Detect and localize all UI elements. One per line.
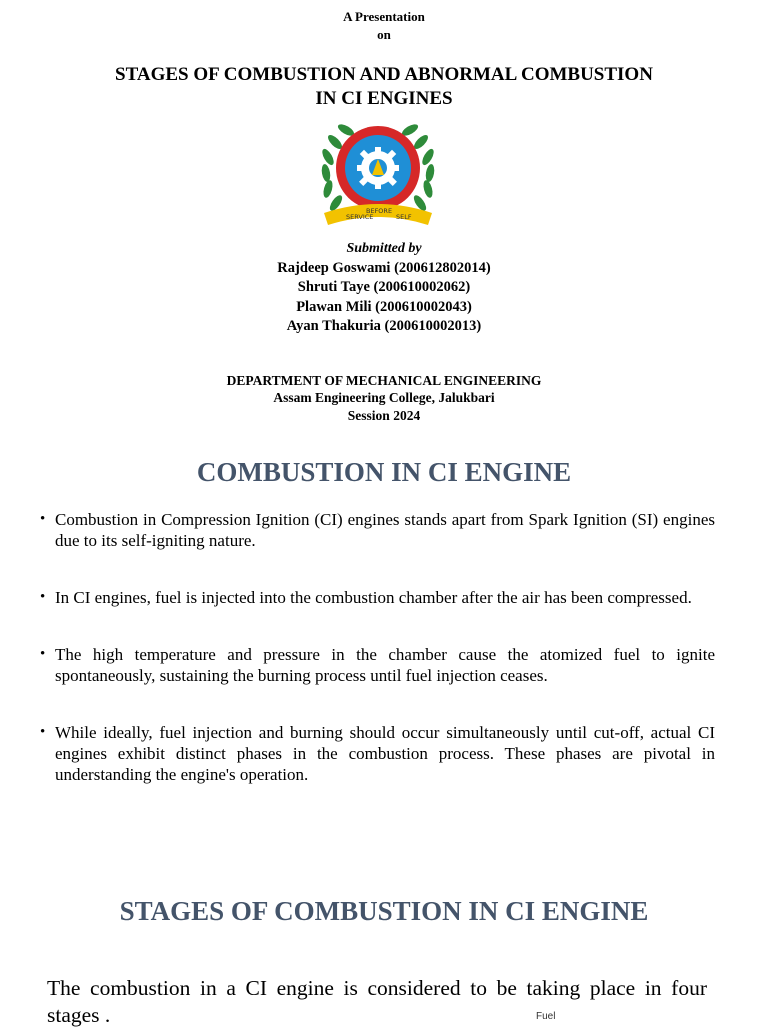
stages-intro-text: The combustion in a CI engine is considered to be taking place in four stages . <box>47 976 707 1027</box>
submitted-by-label: Submitted by <box>346 241 422 256</box>
college-logo <box>316 113 440 235</box>
bullet-item: • While ideally, fuel injection and burning should occur simultaneously until cut-off, actual CI engines exhibit distinct phases in the combustion process. These phases are pivotal in understanding the engine's operation. <box>40 723 715 784</box>
bullet-icon: • <box>40 589 46 605</box>
section-heading-stages: STAGES OF COMBUSTION IN CI ENGINE <box>119 896 649 926</box>
bullet-icon: • <box>40 511 46 527</box>
bullet-item: • The high temperature and pressure in the chamber cause the atomized fuel to ignite spontaneously, sustaining the burning process until fuel injection ceases. <box>40 645 715 685</box>
college-name: Assam Engineering College, Jalukbari <box>273 390 495 406</box>
member-list <box>0 259 768 336</box>
title-line-1: STAGES OF COMBUSTION AND ABNORMAL COMBUSTION <box>115 64 653 85</box>
figure-label-fuel: Fuel <box>536 1011 556 1022</box>
presentation-line-2: on <box>377 27 391 42</box>
title-line-2: IN CI ENGINES <box>315 88 453 109</box>
member-name: Ayan Thakuria (200610002013) <box>286 317 482 334</box>
motto-word-2: BEFORE <box>366 207 393 215</box>
member-name: Plawan Mili (200610002043) <box>296 298 472 315</box>
presentation-line-1: A Presentation <box>343 9 425 24</box>
motto-word-1: SERVICE <box>346 213 374 221</box>
bullet-item: • In CI engines, fuel is injected into the combustion chamber after the air has been compressed. <box>40 588 692 607</box>
session: Session 2024 <box>347 407 421 423</box>
section-heading-combustion: COMBUSTION IN CI ENGINE <box>196 457 572 487</box>
department-name: DEPARTMENT OF MECHANICAL ENGINEERING <box>226 373 542 388</box>
bullet-item: • Combustion in Compression Ignition (CI) engines stands apart from Spark Ignition (SI) engines due to its self-igniting nature. <box>40 510 715 550</box>
bullet-list <box>40 509 715 821</box>
bullet-icon: • <box>40 724 46 740</box>
member-name: Rajdeep Goswami (200612802014) <box>277 260 491 276</box>
member-name: Shruti Taye (200610002062) <box>297 279 471 296</box>
bullet-icon: • <box>40 646 46 662</box>
motto-word-3: SELF <box>396 213 412 221</box>
department-block <box>0 372 768 424</box>
